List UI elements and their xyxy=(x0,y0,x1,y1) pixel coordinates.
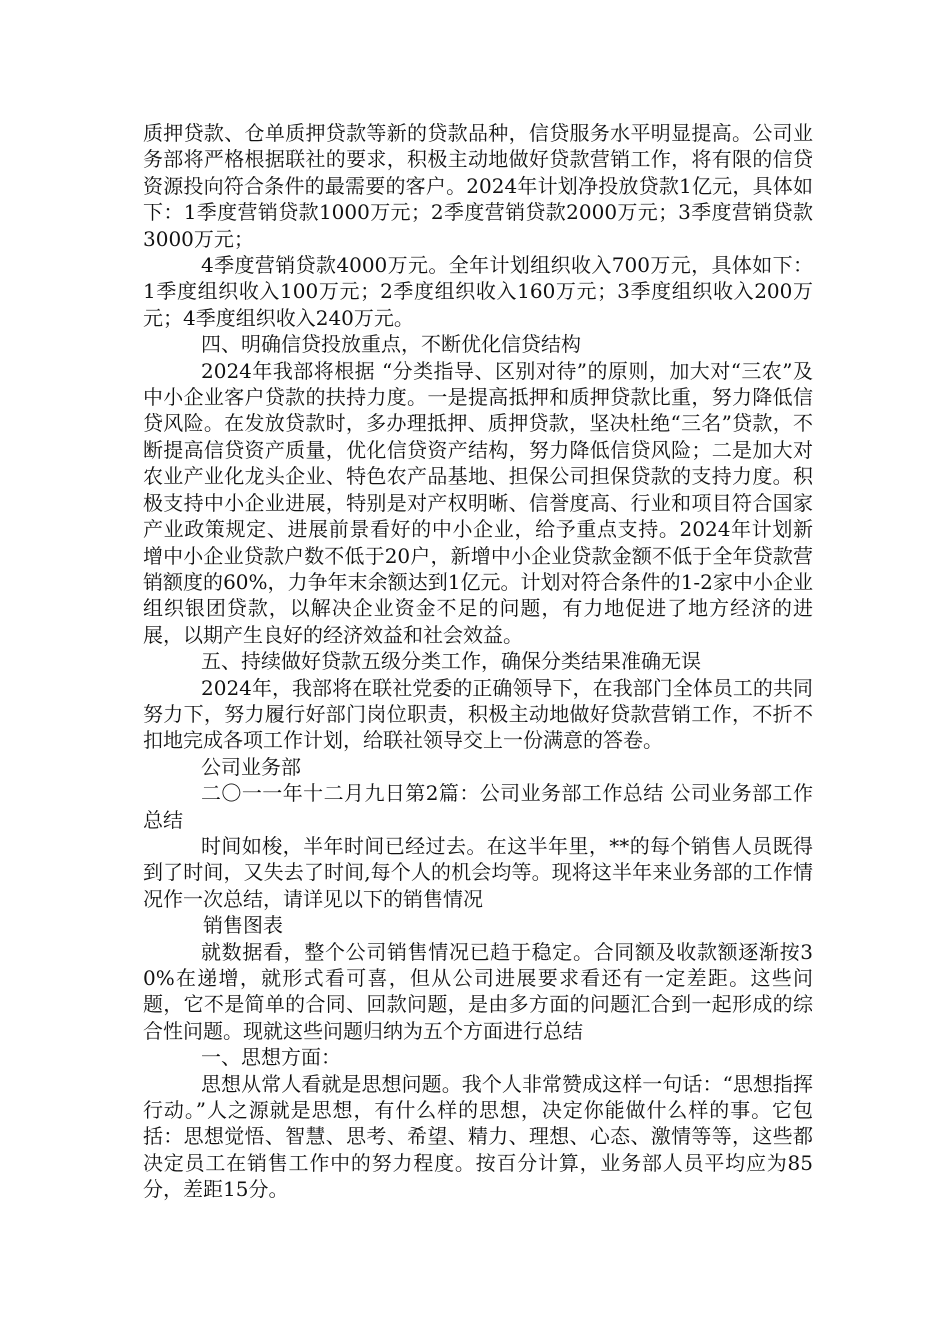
section-heading: 一、思想方面： xyxy=(201,1045,341,1070)
section-heading: 五、持续做好贷款五级分类工作，确保分类结果准确无误 xyxy=(201,649,701,674)
paragraph: 2024年，我部将在联社党委的正确领导下，在我部门全体员工的共同努力下，努力履行好部门岗位职责，积极主动地做好贷款营销工作，不折不扣地完成各项工作计划，给联社领导交上一份满意的答卷。 xyxy=(143,675,813,753)
paragraph: 4季度营销贷款4000万元。全年计划组织收入700万元，具体如下：1季度组织收入100万元；2季度组织收入160万元；3季度组织收入200万元；4季度组织收入240万元。 xyxy=(143,253,813,330)
section-heading: 四、明确信贷投放重点，不断优化信贷结构 xyxy=(201,332,581,357)
paragraph: 质押贷款、仓单质押贷款等新的贷款品种，信贷服务水平明显提高。公司业务部将严格根据联社的要求，积极主动地做好贷款营销工作，将有限的信贷资源投向符合条件的最需要的客户。2024年计划净投放贷款1亿元，具体如下：1季度营销贷款1000万元；2季度营销贷款2000万元；3季度营销贷款3000万元； xyxy=(143,121,813,251)
paragraph: 就数据看，整个公司销售情况已趋于稳定。合同额及收款额逐渐按30%在递增，就形式看可喜，但从公司进展要求看还有一定差距。这些问题，它不是简单的合同、回款问题，是由多方面的问题汇合到一起形成的综合性问题。现就这些问题归纳为五个方面进行总结 xyxy=(143,939,813,1043)
paragraph: 2024年我部将根据 “分类指导、区别对待”的原则，加大对“三农”及中小企业客户贷款的扶持力度。一是提高抵押和质押贷款比重，努力降低信贷风险。在发放贷款时，多办理抵押、质押贷款，坚决杜绝“三名”贷款，不断提高信贷资产质量，优化信贷资产结构，努力降低信贷风险；二是加大对农业产业化龙头企业、特色农产品基地、担保公司担保贷款的支持力度。积极支持中小企业进展，特别是对产权明晰、信誉度高、行业和项目符合国家产业政策规定、进展前景看好的中小企业，给予重点支持。2024年计划新增中小企业贷款户数不低于20户，新增中小企业贷款金额不低于全年贷款营销额度的60%，力争年末余额达到1亿元。计划对符合条件的1-2家中小企业组织银团贷款，以解决企业资金不足的问题，有力地促进了地方经济的进展，以期产生良好的经济效益和社会效益。 xyxy=(143,358,813,647)
signature-line: 公司业务部 xyxy=(201,754,301,779)
paragraph: 时间如梭，半年时间已经过去。在这半年里，**的每个销售人员既得到了时间，又失去了时间,每个人的机会均等。现将这半年来业务部的工作情况作一次总结，请详见以下的销售情况 xyxy=(143,833,813,911)
paragraph: 思想从常人看就是思想问题。我个人非常赞成这样一句话：“思想指挥行动。”人之源就是思想，有什么样的思想，决定你能做什么样的事。它包括：思想觉悟、智慧、思考、希望、精力、理想、心态、激情等等，这些都决定员工在销售工作中的努力程度。按百分计算，业务部人员平均应为85分，差距15分。 xyxy=(143,1071,813,1202)
date-and-title-line: 二〇一一年十二月九日第2篇：公司业务部工作总结 公司业务部工作总结 xyxy=(143,781,813,832)
document-page xyxy=(143,120,813,1203)
chart-caption: 销售图表 xyxy=(203,913,283,938)
